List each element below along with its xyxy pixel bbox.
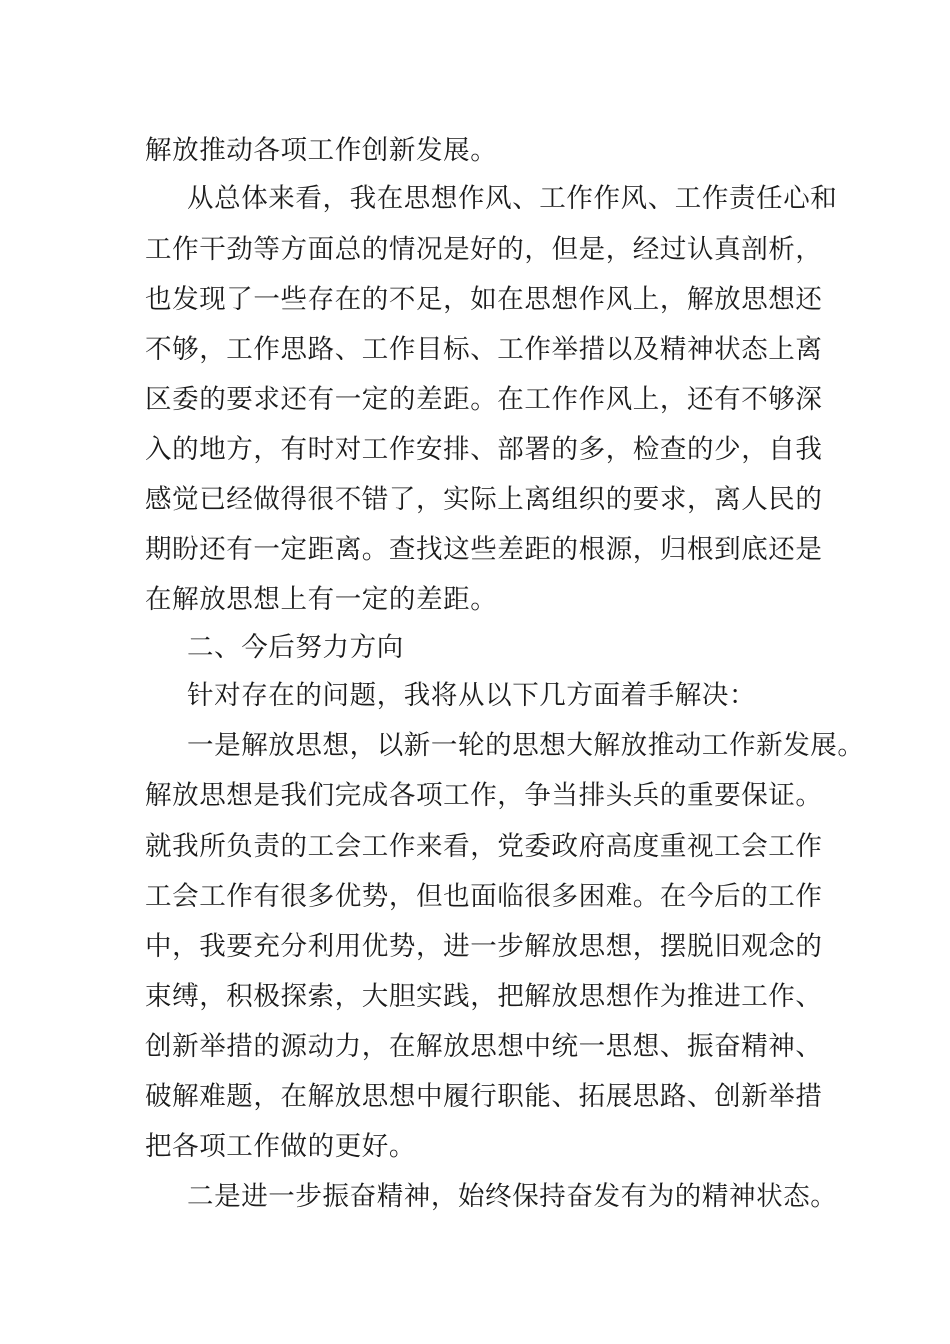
paragraph-first-point: 一是解放思想，以新一轮的思想大解放推动工作新发展。: [187, 730, 865, 761]
section-heading: 二、今后努力方向: [187, 632, 404, 663]
text-line-20: 破解难题，在解放思想中履行职能、拓展思路、创新举措: [145, 1081, 823, 1112]
text-line-5: 不够，工作思路、工作目标、工作举措以及精神状态上离: [145, 334, 823, 365]
paragraph-intro: 针对存在的问题，我将从以下几方面着手解决：: [187, 680, 757, 711]
text-line-18: 束缚，积极探索，大胆实践，把解放思想作为推进工作、: [145, 981, 823, 1012]
text-line-10: 在解放思想上有一定的差距。: [145, 584, 498, 615]
text-line-17: 中，我要充分利用优势，进一步解放思想，摆脱旧观念的: [145, 931, 823, 962]
text-line-3: 工作干劲等方面总的情况是好的，但是，经过认真剖析，: [145, 234, 823, 265]
text-line-15: 就我所负责的工会工作来看，党委政府高度重视工会工作: [145, 831, 823, 862]
text-line-8: 感觉已经做得很不错了，实际上离组织的要求，离人民的: [145, 484, 823, 515]
text-line-7: 入的地方，有时对工作安排、部署的多，检查的少，自我: [145, 434, 823, 465]
text-line-21: 把各项工作做的更好。: [145, 1131, 416, 1162]
text-line-16: 工会工作有很多优势，但也面临很多困难。在今后的工作: [145, 881, 823, 912]
paragraph-second-point: 二是进一步振奋精神，始终保持奋发有为的精神状态。: [187, 1181, 838, 1212]
text-line-9: 期盼还有一定距离。查找这些差距的根源，归根到底还是: [145, 534, 823, 565]
text-line-19: 创新举措的源动力，在解放思想中统一思想、振奋精神、: [145, 1031, 823, 1062]
text-line-1: 解放推动各项工作创新发展。: [145, 135, 498, 166]
text-line-14: 解放思想是我们完成各项工作，争当排头兵的重要保证。: [145, 780, 823, 811]
text-line-4: 也发现了一些存在的不足，如在思想作风上，解放思想还: [145, 284, 823, 315]
paragraph-overall-start: 从总体来看，我在思想作风、工作作风、工作责任心和: [187, 183, 838, 214]
text-line-6: 区委的要求还有一定的差距。在工作作风上，还有不够深: [145, 384, 823, 415]
